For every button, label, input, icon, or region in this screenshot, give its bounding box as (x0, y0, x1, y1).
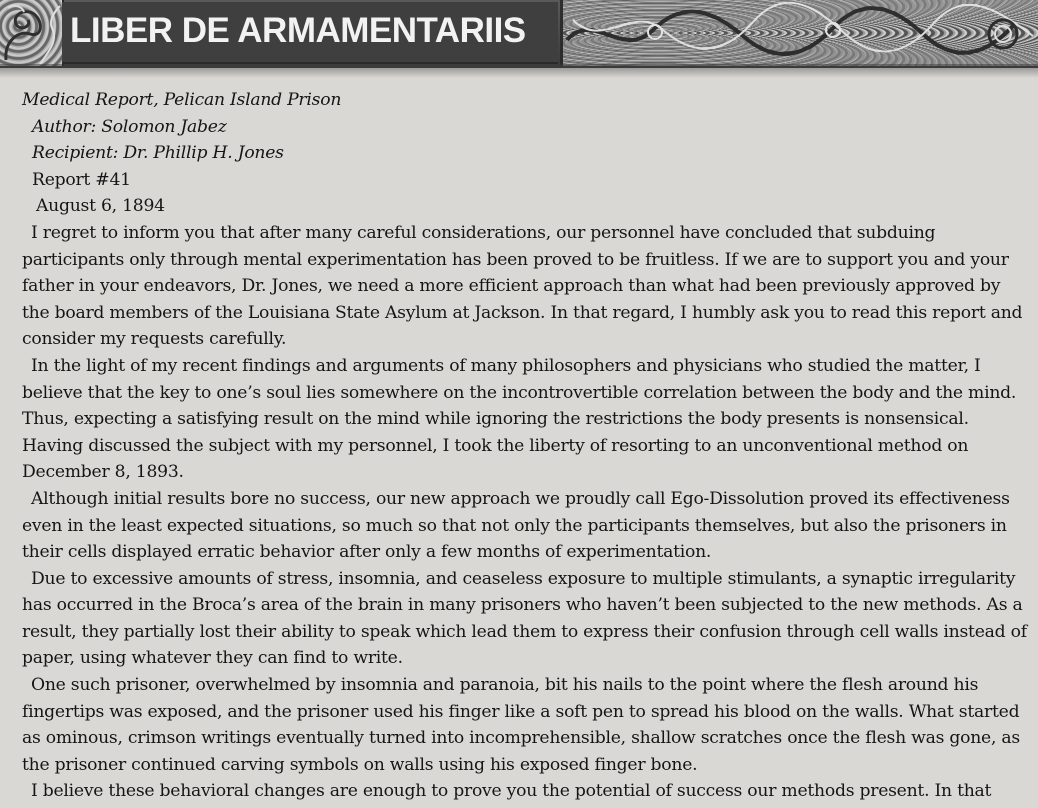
report-paragraph-5: One such prisoner, overwhelmed by insomnia and paranoia, bit his nails to the point where the flesh around his fingertips was exposed, and the prisoner used his finger like a soft pen to spread his blood on the walls. What started as ominous, crimson writings eventually turned into incomprehensible, shallow scratches once the flesh was gone, as the prisoner continued carving symbols on walls using his exposed finger bone. (22, 675, 1020, 775)
title-plate (62, 2, 558, 64)
report-date: August 6, 1894 (36, 196, 165, 217)
report-paragraph-2: In the light of my recent findings and arguments of many philosophers and physicians who studied the matter, I believe that the key to one’s soul lies somewhere on the incontrovertible correlation between the body and the mind. Thus, expecting a satisfying result on the mind while ignoring the restrictions the body presents is nonsensical. Having discussed the subject with my personnel, I took the liberty of resorting to an unconventional method on December 8, 1893. (22, 355, 1017, 483)
report-author: Author: Solomon Jabez (32, 116, 227, 137)
ornament-left-icon (0, 0, 64, 66)
ornament-right-icon (560, 0, 1038, 66)
report-paragraph-1: I regret to inform you that after many careful considerations, our personnel have concluded that subduing participants only through mental experimentation has been proved to be fruitless. If we are to support you and your father in your endeavors, Dr. Jones, we need a more efficient approach than what had been previously approved by the board members of the Louisiana State Asylum at Jackson. In that regard, I humbly ask you to read this report and consider my requests carefully. (22, 222, 1023, 350)
report-paragraph-3: Although initial results bore no success, our new approach we proudly call Ego-Dissolution proved its effectiveness even in the least expected situations, so much so that not only the participants themselves, but also the prisoners in their cells displayed erratic behavior after only a few months of experimentation. (22, 488, 1010, 563)
page-title: LIBER DE ARMAMENTARIIS (70, 11, 526, 50)
report-paragraph-6: I believe these behavioral changes are enough to prove you the potential of success our methods present. In that (31, 781, 992, 802)
title-banner (0, 0, 1038, 68)
banner-shadow (0, 64, 1038, 78)
report-document (22, 87, 1032, 805)
report-paragraph-4: Due to excessive amounts of stress, insomnia, and ceaseless exposure to multiple stimulants, a synaptic irregularity has occurred in the Broca’s area of the brain in many prisoners who haven’t been subjected to the new methods. As a result, they partially lost their ability to speak which lead them to express their confusion through cell walls instead of paper, using whatever they can find to write. (22, 568, 1027, 669)
report-recipient: Recipient: Dr. Phillip H. Jones (32, 143, 284, 164)
report-number: Report #41 (32, 169, 131, 190)
report-heading: Medical Report, Pelican Island Prison (22, 90, 342, 110)
